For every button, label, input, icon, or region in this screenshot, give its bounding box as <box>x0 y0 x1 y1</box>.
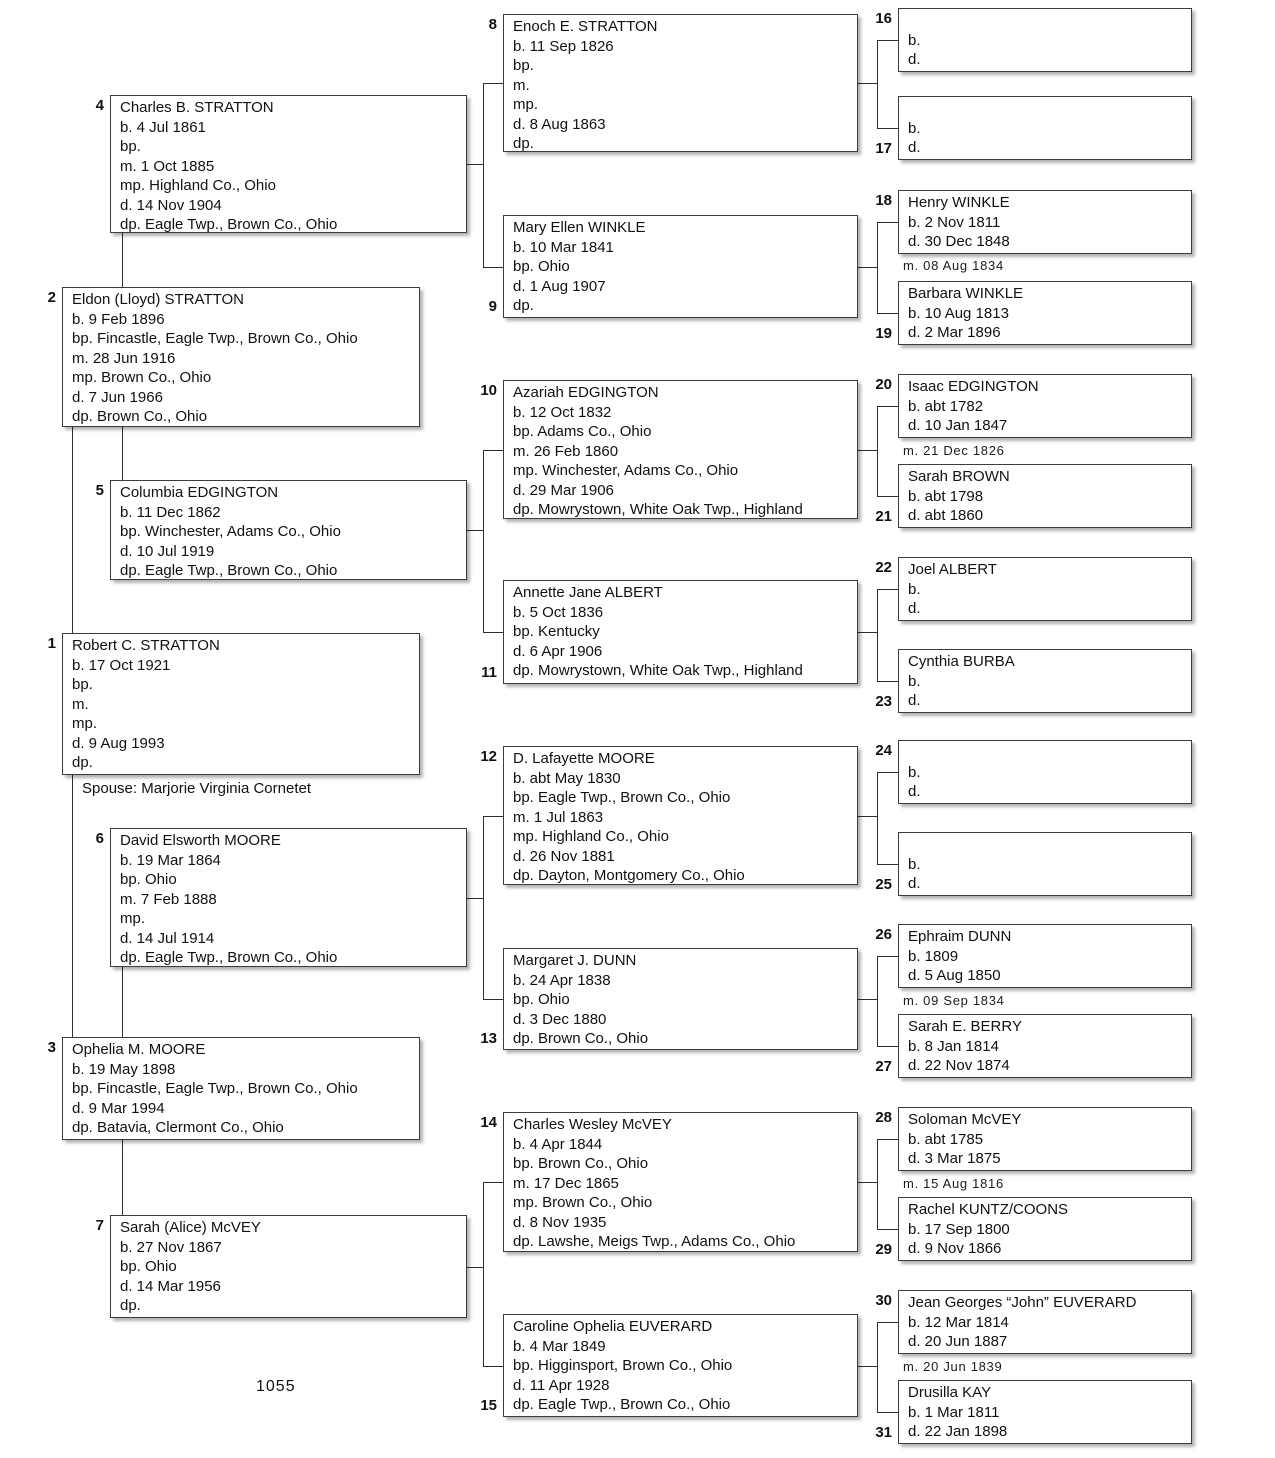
person-detail-line: dp. Eagle Twp., Brown Co., Ohio <box>120 562 338 579</box>
person-detail-line: b. 1 Mar 1811 <box>908 1403 1000 1421</box>
person-detail-line: dp. Lawshe, Meigs Twp., Adams Co., Ohio <box>513 1233 796 1250</box>
person-detail-line: d. 6 Apr 1906 <box>513 642 603 660</box>
person-name: Henry WINKLE <box>908 194 1010 211</box>
person-box-20 <box>898 374 1192 438</box>
connector-line <box>483 1366 503 1367</box>
connector-line <box>858 450 877 451</box>
person-detail-line: d. 22 Nov 1874 <box>908 1057 1010 1074</box>
person-name: Charles B. STRATTON <box>120 99 274 116</box>
person-number: 26 <box>875 926 892 943</box>
person-detail-line: dp. <box>120 1297 141 1314</box>
person-box-21 <box>898 464 1192 528</box>
person-number: 30 <box>875 1292 892 1309</box>
connector-line <box>858 816 877 817</box>
person-name: Enoch E. STRATTON <box>513 18 658 35</box>
person-detail-line: d. 20 Jun 1887 <box>908 1333 1008 1350</box>
connector-line <box>877 40 898 41</box>
connector-line <box>467 898 483 899</box>
person-box-24 <box>898 740 1192 804</box>
person-detail-line: b. 19 Mar 1864 <box>120 851 221 869</box>
person-number: 21 <box>875 508 892 525</box>
person-box-18 <box>898 190 1192 254</box>
connector-line <box>858 999 877 1000</box>
connector-line <box>858 1366 877 1367</box>
person-name: Barbara WINKLE <box>908 285 1024 302</box>
person-detail-line: bp. <box>72 676 93 693</box>
person-detail-line: d. <box>908 139 921 156</box>
person-detail-line: d. 10 Jan 1847 <box>908 417 1008 434</box>
person-detail-line: d. abt 1860 <box>908 507 984 524</box>
person-detail-line: bp. Adams Co., Ohio <box>513 423 652 440</box>
person-detail-line: b. 8 Jan 1814 <box>908 1037 999 1055</box>
person-box-19 <box>898 281 1192 345</box>
person-detail-line: b. 11 Dec 1862 <box>120 503 221 521</box>
person-name: Drusilla KAY <box>908 1384 992 1401</box>
person-detail-line: bp. Eagle Twp., Brown Co., Ohio <box>513 789 731 806</box>
person-number: 8 <box>488 16 497 33</box>
person-name <box>908 11 1185 31</box>
person-detail-line: b. <box>908 580 921 598</box>
person-detail-line: b. 17 Sep 1800 <box>908 1220 1010 1238</box>
person-detail-line: m. 1 Jul 1863 <box>513 808 604 826</box>
person-detail-line: m. 7 Feb 1888 <box>120 890 217 908</box>
person-name: Robert C. STRATTON <box>72 637 220 654</box>
connector-line <box>877 1046 898 1047</box>
person-number: 5 <box>95 482 104 499</box>
person-detail-line: bp. Fincastle, Eagle Twp., Brown Co., Ohio <box>72 330 358 347</box>
person-detail-line: mp. Brown Co., Ohio <box>513 1194 653 1211</box>
person-number: 1 <box>47 635 56 652</box>
person-name: Sarah BROWN <box>908 468 1010 485</box>
connector-line <box>877 496 898 497</box>
person-detail-line: dp. <box>513 297 534 314</box>
person-detail-line: d. 7 Jun 1966 <box>72 388 163 406</box>
connector-line <box>877 40 878 128</box>
marriage-date-label: m. 15 Aug 1816 <box>903 1176 1004 1191</box>
person-detail-line: d. 14 Mar 1956 <box>120 1277 221 1295</box>
person-box-30 <box>898 1290 1192 1354</box>
person-name: Azariah EDGINGTON <box>513 384 659 401</box>
person-detail-line: d. 11 Apr 1928 <box>513 1376 610 1394</box>
person-detail-line: dp. Dayton, Montgomery Co., Ohio <box>513 867 745 884</box>
person-detail-line: b. 27 Nov 1867 <box>120 1238 222 1256</box>
person-number: 28 <box>875 1109 892 1126</box>
person-name <box>908 99 1185 119</box>
connector-line <box>877 956 878 1046</box>
person-name: Mary Ellen WINKLE <box>513 219 646 236</box>
person-detail-line: b. 19 May 1898 <box>72 1060 176 1078</box>
person-detail-line: d. 8 Aug 1863 <box>513 115 606 133</box>
person-name: Soloman McVEY <box>908 1111 1022 1128</box>
person-name: Ephraim DUNN <box>908 928 1012 945</box>
person-detail-line: b. 4 Apr 1844 <box>513 1135 603 1153</box>
person-detail-line: m. 28 Jun 1916 <box>72 349 176 367</box>
person-detail-line: b. 4 Jul 1861 <box>120 118 206 136</box>
person-number: 10 <box>480 382 497 399</box>
person-detail-line: dp. Brown Co., Ohio <box>513 1030 649 1047</box>
connector-line <box>858 267 877 268</box>
person-number: 4 <box>95 97 104 114</box>
person-number: 16 <box>875 10 892 27</box>
person-detail-line: dp. Brown Co., Ohio <box>72 408 208 425</box>
person-box-2 <box>62 287 420 427</box>
person-detail-line: d. 10 Jul 1919 <box>120 542 215 560</box>
connector-line <box>877 772 878 864</box>
connector-line <box>483 83 484 267</box>
person-detail-line: b. 2 Nov 1811 <box>908 213 1001 231</box>
connector-line <box>877 1139 878 1229</box>
connector-line <box>467 164 483 165</box>
person-box-22 <box>898 557 1192 621</box>
connector-line <box>483 450 484 632</box>
person-name: Columbia EDGINGTON <box>120 484 279 501</box>
person-detail-line: dp. Mowrystown, White Oak Twp., Highland <box>513 501 803 518</box>
connector-line <box>877 589 878 681</box>
page-number: 1055 <box>256 1378 296 1395</box>
person-number: 19 <box>875 325 892 342</box>
person-number: 2 <box>47 289 56 306</box>
person-box-1 <box>62 633 420 775</box>
person-detail-line: b. 10 Aug 1813 <box>908 304 1009 322</box>
person-detail-line: dp. Batavia, Clermont Co., Ohio <box>72 1119 284 1136</box>
person-number: 25 <box>875 876 892 893</box>
person-name: Jean Georges “John” EUVERARD <box>908 1294 1137 1311</box>
person-detail-line: b. abt 1798 <box>908 487 984 505</box>
person-number: 23 <box>875 693 892 710</box>
person-detail-line: b. 5 Oct 1836 <box>513 603 604 621</box>
person-detail-line: d. 3 Dec 1880 <box>513 1010 607 1028</box>
person-name: Annette Jane ALBERT <box>513 584 663 601</box>
person-detail-line: d. <box>908 692 921 709</box>
person-detail-line: mp. <box>120 910 146 927</box>
person-detail-line: d. 30 Dec 1848 <box>908 233 1010 250</box>
person-detail-line: b. 12 Oct 1832 <box>513 403 612 421</box>
person-box-4 <box>110 95 467 233</box>
connector-line <box>483 83 503 84</box>
person-name: Eldon (Lloyd) STRATTON <box>72 291 244 308</box>
person-detail-line: d. 9 Mar 1994 <box>72 1099 165 1117</box>
person-detail-line: d. 14 Nov 1904 <box>120 196 222 214</box>
person-detail-line: dp. Mowrystown, White Oak Twp., Highland <box>513 662 803 679</box>
person-detail-line: m. <box>72 695 89 713</box>
person-detail-line: dp. Eagle Twp., Brown Co., Ohio <box>120 216 338 233</box>
person-detail-line: d. 8 Nov 1935 <box>513 1213 607 1231</box>
person-detail-line: bp. Ohio <box>513 991 570 1008</box>
person-detail-line: b. 4 Mar 1849 <box>513 1337 606 1355</box>
person-name: D. Lafayette MOORE <box>513 750 655 767</box>
person-box-8 <box>503 14 858 152</box>
person-detail-line: d. 3 Mar 1875 <box>908 1150 1001 1167</box>
person-number: 29 <box>875 1241 892 1258</box>
person-number: 27 <box>875 1058 892 1075</box>
person-detail-line: m. 17 Dec 1865 <box>513 1174 619 1192</box>
person-detail-line: bp. Ohio <box>513 258 570 275</box>
connector-line <box>858 1182 877 1183</box>
person-detail-line: mp. <box>72 715 98 732</box>
person-name: Sarah E. BERRY <box>908 1018 1022 1035</box>
person-box-15 <box>503 1314 858 1417</box>
person-detail-line: d. 1 Aug 1907 <box>513 277 606 295</box>
person-detail-line: b. <box>908 672 921 690</box>
person-box-17 <box>898 96 1192 160</box>
person-detail-line: d. 14 Jul 1914 <box>120 929 215 947</box>
person-detail-line: bp. <box>513 57 534 74</box>
connector-line <box>877 1229 898 1230</box>
connector-line <box>858 83 877 84</box>
person-box-16 <box>898 8 1192 72</box>
person-box-3 <box>62 1037 420 1140</box>
person-detail-line: b. abt May 1830 <box>513 769 621 787</box>
person-name: Charles Wesley McVEY <box>513 1116 672 1133</box>
person-box-29 <box>898 1197 1192 1261</box>
person-detail-line: mp. Highland Co., Ohio <box>120 177 276 194</box>
connector-line <box>877 864 898 865</box>
connector-line <box>877 1322 898 1323</box>
connector-line <box>483 267 503 268</box>
person-number: 22 <box>875 559 892 576</box>
person-number: 18 <box>875 192 892 209</box>
person-box-12 <box>503 746 858 885</box>
person-detail-line: d. 29 Mar 1906 <box>513 481 614 499</box>
person-detail-line: bp. Winchester, Adams Co., Ohio <box>120 523 341 540</box>
person-detail-line: b. 11 Sep 1826 <box>513 37 614 55</box>
person-detail-line: m. 26 Feb 1860 <box>513 442 619 460</box>
connector-line <box>877 222 898 223</box>
person-name: Cynthia BURBA <box>908 653 1015 670</box>
person-detail-line: mp. Winchester, Adams Co., Ohio <box>513 462 739 479</box>
person-detail-line: mp. Brown Co., Ohio <box>72 369 212 386</box>
connector-line <box>483 816 503 817</box>
connector-line <box>877 956 898 957</box>
connector-line <box>877 1412 898 1413</box>
person-number: 14 <box>480 1114 497 1131</box>
person-detail-line: d. <box>908 51 921 68</box>
person-name <box>908 835 1185 855</box>
person-box-11 <box>503 580 858 684</box>
connector-line <box>483 1182 484 1366</box>
connector-line <box>877 681 898 682</box>
person-box-14 <box>503 1112 858 1252</box>
person-detail-line: bp. <box>120 138 141 155</box>
marriage-date-label: m. 20 Jun 1839 <box>903 1359 1003 1374</box>
person-detail-line: b. 1809 <box>908 947 959 965</box>
person-name: Sarah (Alice) McVEY <box>120 1219 261 1236</box>
person-detail-line: bp. Higginsport, Brown Co., Ohio <box>513 1357 733 1374</box>
person-box-9 <box>503 215 858 318</box>
connector-line <box>483 816 484 999</box>
person-detail-line: b. 12 Mar 1814 <box>908 1313 1009 1331</box>
person-detail-line: bp. Brown Co., Ohio <box>513 1155 649 1172</box>
person-detail-line: b. 10 Mar 1841 <box>513 238 614 256</box>
person-detail-line: bp. Ohio <box>120 1258 177 1275</box>
person-detail-line: d. 9 Nov 1866 <box>908 1240 1002 1257</box>
person-name <box>908 743 1185 763</box>
person-number: 6 <box>95 830 104 847</box>
person-name: Caroline Ophelia EUVERARD <box>513 1318 713 1335</box>
person-box-13 <box>503 948 858 1050</box>
connector-line <box>483 1182 503 1183</box>
marriage-date-label: m. 08 Aug 1834 <box>903 258 1004 273</box>
person-box-6 <box>110 828 467 967</box>
person-detail-line: b. abt 1785 <box>908 1130 984 1148</box>
person-number: 24 <box>875 742 892 759</box>
person-detail-line: bp. Ohio <box>120 871 177 888</box>
person-number: 9 <box>488 298 497 315</box>
person-number: 12 <box>480 748 497 765</box>
connector-line <box>877 222 878 313</box>
person-detail-line: bp. Kentucky <box>513 623 600 640</box>
person-name: David Elsworth MOORE <box>120 832 281 849</box>
person-detail-line: bp. Fincastle, Eagle Twp., Brown Co., Ohio <box>72 1080 358 1097</box>
person-number: 11 <box>481 664 497 681</box>
person-detail-line: d. 26 Nov 1881 <box>513 847 615 865</box>
spouse-note: Spouse: Marjorie Virginia Cornetet <box>82 780 312 797</box>
person-number: 17 <box>875 140 892 157</box>
person-name: Isaac EDGINGTON <box>908 378 1039 395</box>
person-name: Joel ALBERT <box>908 561 997 578</box>
connector-line <box>467 1267 483 1268</box>
person-name: Margaret J. DUNN <box>513 952 637 969</box>
person-detail-line: d. 22 Jan 1898 <box>908 1423 1008 1440</box>
person-detail-line: dp. <box>72 754 93 771</box>
person-detail-line: d. <box>908 875 921 892</box>
person-detail-line: d. 9 Aug 1993 <box>72 734 165 752</box>
person-detail-line: d. <box>908 600 921 617</box>
connector-line <box>858 632 877 633</box>
marriage-date-label: m. 21 Dec 1826 <box>903 443 1005 458</box>
person-detail-line: b. 17 Oct 1921 <box>72 656 171 674</box>
person-detail-line: mp. Highland Co., Ohio <box>513 828 669 845</box>
person-number: 3 <box>47 1039 56 1056</box>
marriage-date-label: m. 09 Sep 1834 <box>903 993 1005 1008</box>
person-detail-line: b. abt 1782 <box>908 397 984 415</box>
person-number: 13 <box>480 1030 497 1047</box>
person-name: Ophelia M. MOORE <box>72 1041 206 1058</box>
connector-line <box>877 772 898 773</box>
person-detail-line: m. 1 Oct 1885 <box>120 157 215 175</box>
connector-line <box>877 1322 878 1412</box>
person-detail-line: dp. Eagle Twp., Brown Co., Ohio <box>120 949 338 966</box>
person-box-7 <box>110 1215 467 1318</box>
person-detail-line: b. <box>908 119 921 137</box>
connector-line <box>877 313 898 314</box>
connector-line <box>877 406 878 496</box>
connector-line <box>483 999 503 1000</box>
person-number: 15 <box>480 1397 497 1414</box>
connector-line <box>877 406 898 407</box>
person-name: Rachel KUNTZ/COONS <box>908 1201 1069 1218</box>
person-detail-line: b. <box>908 763 921 781</box>
person-number: 31 <box>875 1424 892 1441</box>
person-detail-line: b. 24 Apr 1838 <box>513 971 611 989</box>
person-number: 20 <box>875 376 892 393</box>
person-box-31 <box>898 1380 1192 1444</box>
person-box-26 <box>898 924 1192 988</box>
connector-line <box>483 632 503 633</box>
person-detail-line: d. <box>908 783 921 800</box>
person-detail-line: m. <box>513 76 530 94</box>
connector-line <box>877 589 898 590</box>
person-number: 7 <box>95 1217 104 1234</box>
connector-line <box>483 450 503 451</box>
person-box-23 <box>898 649 1192 713</box>
person-box-5 <box>110 480 467 580</box>
person-detail-line: b. <box>908 31 921 49</box>
person-detail-line: dp. Eagle Twp., Brown Co., Ohio <box>513 1396 731 1413</box>
person-detail-line: d. 2 Mar 1896 <box>908 324 1001 341</box>
person-box-28 <box>898 1107 1192 1171</box>
person-box-25 <box>898 832 1192 896</box>
connector-line <box>877 1139 898 1140</box>
person-detail-line: d. 5 Aug 1850 <box>908 967 1001 984</box>
connector-line <box>877 128 898 129</box>
person-detail-line: b. 9 Feb 1896 <box>72 310 165 328</box>
person-box-27 <box>898 1014 1192 1078</box>
person-box-10 <box>503 380 858 519</box>
connector-line <box>467 530 483 531</box>
person-detail-line: b. <box>908 855 921 873</box>
person-detail-line: mp. <box>513 96 539 113</box>
person-detail-line: dp. <box>513 135 534 152</box>
